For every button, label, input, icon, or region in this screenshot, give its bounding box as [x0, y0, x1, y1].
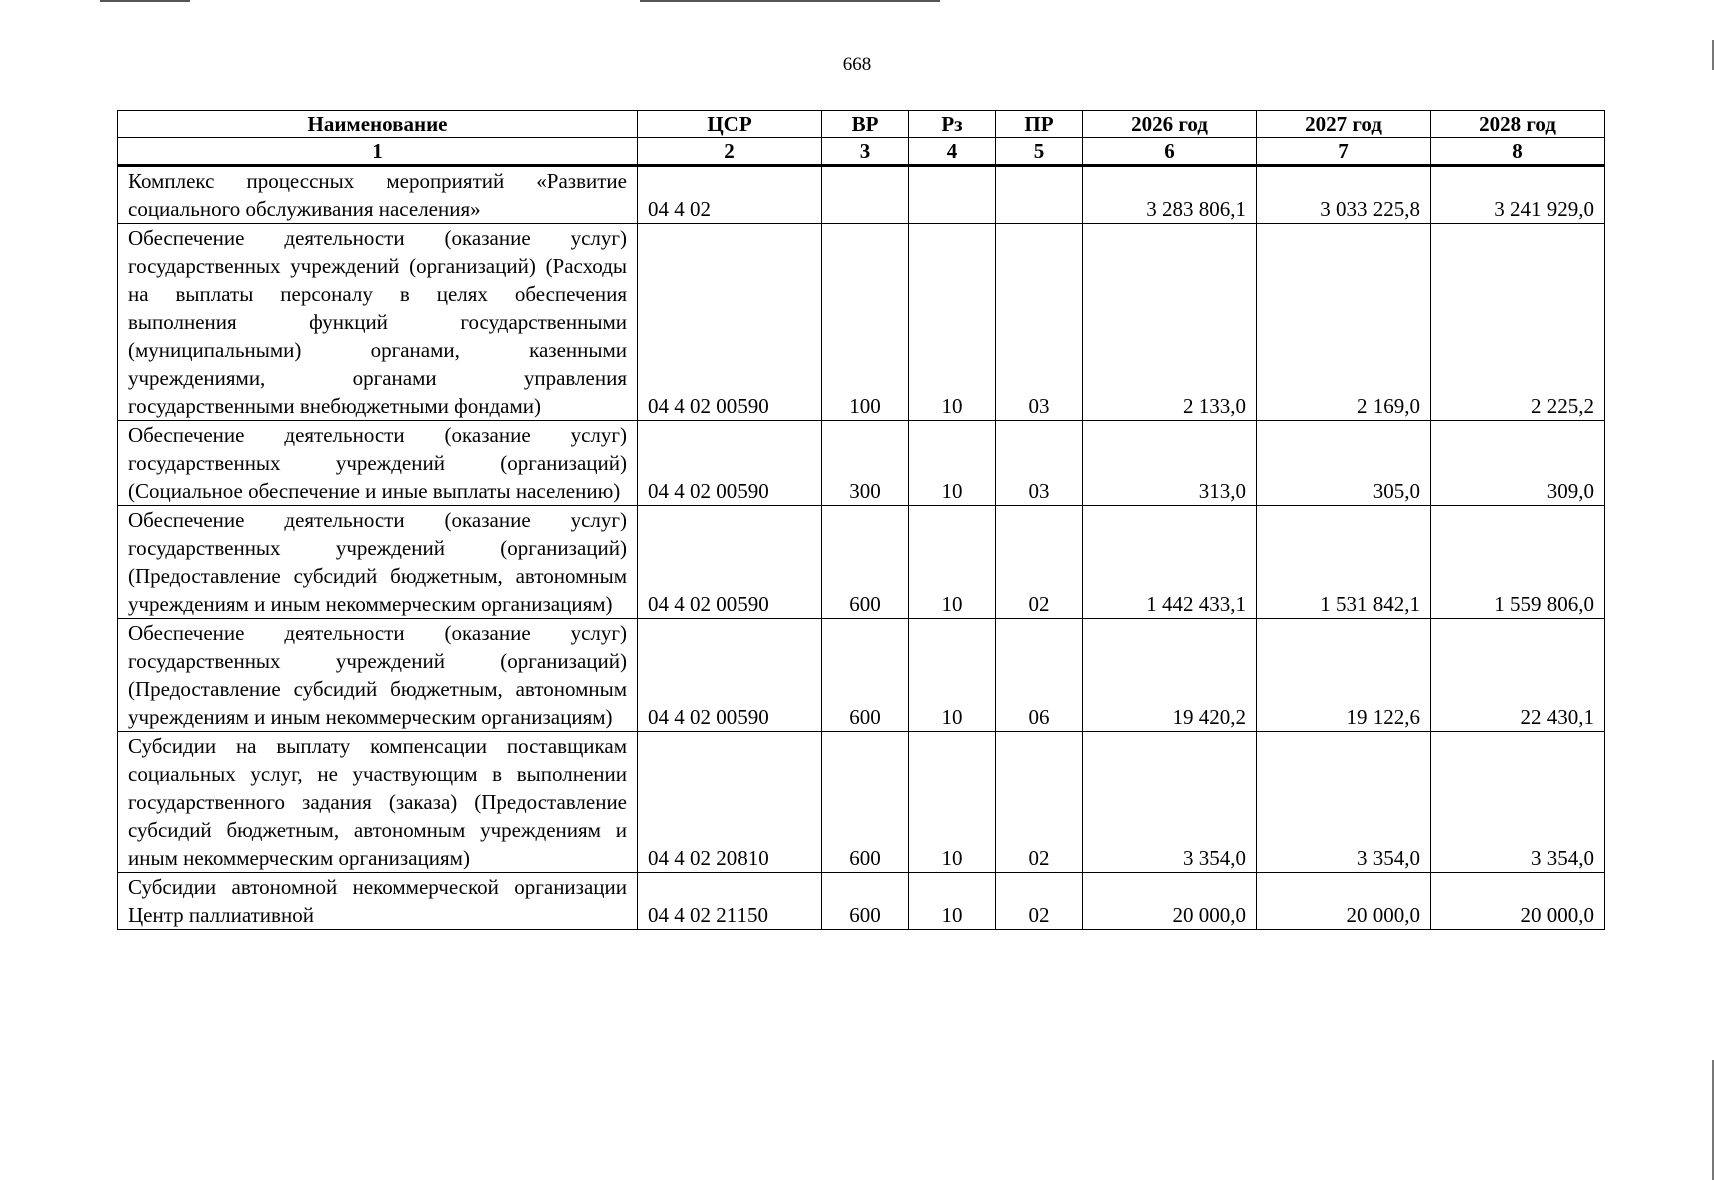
- row-name: Обеспечение деятельности (оказание услуг) государственных учреждений (организаций) (Расходы на выплаты персоналу в целях обеспечения выполнения функций государственными (муниципальными) органами, казенными учреждениями, органами управления государственными внебюджетными фондами): [118, 224, 638, 421]
- row-amount-2027: 20 000,0: [1257, 873, 1431, 930]
- column-number: 2: [638, 138, 822, 166]
- row-amount-2028: 3 354,0: [1431, 732, 1605, 873]
- row-vr: [822, 166, 909, 224]
- row-vr: 600: [822, 873, 909, 930]
- table-row: [118, 732, 1605, 873]
- header-2027: 2027 год: [1257, 111, 1431, 138]
- row-rz: [909, 166, 996, 224]
- row-amount-2026: 3 283 806,1: [1083, 166, 1257, 224]
- header-csr: ЦСР: [638, 111, 822, 138]
- row-amount-2027: 1 531 842,1: [1257, 506, 1431, 619]
- row-amount-2026: 3 354,0: [1083, 732, 1257, 873]
- column-number: 4: [909, 138, 996, 166]
- row-name: Субсидии автономной некоммерческой организации Центр паллиативной: [118, 873, 638, 930]
- row-amount-2028: 22 430,1: [1431, 619, 1605, 732]
- row-amount-2028: 309,0: [1431, 421, 1605, 506]
- row-vr: 300: [822, 421, 909, 506]
- row-csr: 04 4 02 00590: [638, 224, 822, 421]
- row-vr: 600: [822, 732, 909, 873]
- header-name: Наименование: [118, 111, 638, 138]
- row-amount-2026: 19 420,2: [1083, 619, 1257, 732]
- row-vr: 600: [822, 619, 909, 732]
- row-csr: 04 4 02 00590: [638, 619, 822, 732]
- row-csr: 04 4 02: [638, 166, 822, 224]
- table-row: [118, 421, 1605, 506]
- header-row: [118, 111, 1605, 138]
- row-rz: 10: [909, 421, 996, 506]
- row-rz: 10: [909, 873, 996, 930]
- row-pr: 02: [996, 506, 1083, 619]
- row-amount-2028: 2 225,2: [1431, 224, 1605, 421]
- scan-mark: [640, 0, 940, 2]
- row-amount-2026: 1 442 433,1: [1083, 506, 1257, 619]
- row-rz: 10: [909, 619, 996, 732]
- header-pr: ПР: [996, 111, 1083, 138]
- row-amount-2026: 313,0: [1083, 421, 1257, 506]
- row-vr: 600: [822, 506, 909, 619]
- row-amount-2028: 1 559 806,0: [1431, 506, 1605, 619]
- row-pr: 03: [996, 224, 1083, 421]
- table-row: [118, 224, 1605, 421]
- row-amount-2027: 19 122,6: [1257, 619, 1431, 732]
- column-number: 8: [1431, 138, 1605, 166]
- row-amount-2027: 3 033 225,8: [1257, 166, 1431, 224]
- row-vr: 100: [822, 224, 909, 421]
- row-csr: 04 4 02 00590: [638, 506, 822, 619]
- row-csr: 04 4 02 20810: [638, 732, 822, 873]
- table-row: [118, 166, 1605, 224]
- header-2028: 2028 год: [1431, 111, 1605, 138]
- row-amount-2027: 2 169,0: [1257, 224, 1431, 421]
- row-csr: 04 4 02 21150: [638, 873, 822, 930]
- row-amount-2026: 20 000,0: [1083, 873, 1257, 930]
- page-number: 668: [842, 54, 872, 75]
- column-number: 6: [1083, 138, 1257, 166]
- row-amount-2027: 3 354,0: [1257, 732, 1431, 873]
- row-name: Субсидии на выплату компенсации поставщикам социальных услуг, не участвующим в выполнении государственного задания (заказа) (Предоставление субсидий бюджетным, автономным учреждениям и иным некоммерческим организациям): [118, 732, 638, 873]
- row-name: Обеспечение деятельности (оказание услуг) государственных учреждений (организаций) (Предоставление субсидий бюджетным, автономным учреждениям и иным некоммерческим организациям): [118, 619, 638, 732]
- row-amount-2028: 20 000,0: [1431, 873, 1605, 930]
- table-row: [118, 506, 1605, 619]
- row-pr: 06: [996, 619, 1083, 732]
- row-rz: 10: [909, 224, 996, 421]
- row-rz: 10: [909, 732, 996, 873]
- row-name: Комплекс процессных мероприятий «Развитие социального обслуживания населения»: [118, 166, 638, 224]
- row-pr: [996, 166, 1083, 224]
- row-pr: 03: [996, 421, 1083, 506]
- header-2026: 2026 год: [1083, 111, 1257, 138]
- row-name: Обеспечение деятельности (оказание услуг) государственных учреждений (организаций) (Предоставление субсидий бюджетным, автономным учреждениям и иным некоммерческим организациям): [118, 506, 638, 619]
- row-amount-2028: 3 241 929,0: [1431, 166, 1605, 224]
- column-number: 5: [996, 138, 1083, 166]
- row-amount-2026: 2 133,0: [1083, 224, 1257, 421]
- table-row: [118, 619, 1605, 732]
- column-number: 7: [1257, 138, 1431, 166]
- budget-table: [117, 110, 1605, 930]
- scan-mark: [100, 0, 190, 2]
- column-number: 3: [822, 138, 909, 166]
- column-number: 1: [118, 138, 638, 166]
- table-row: [118, 873, 1605, 930]
- row-pr: 02: [996, 873, 1083, 930]
- column-number-row: [118, 138, 1605, 166]
- row-pr: 02: [996, 732, 1083, 873]
- row-csr: 04 4 02 00590: [638, 421, 822, 506]
- row-amount-2027: 305,0: [1257, 421, 1431, 506]
- header-rz: Рз: [909, 111, 996, 138]
- header-vr: ВР: [822, 111, 909, 138]
- row-name: Обеспечение деятельности (оказание услуг) государственных учреждений (организаций) (Социальное обеспечение и иные выплаты населению): [118, 421, 638, 506]
- row-rz: 10: [909, 506, 996, 619]
